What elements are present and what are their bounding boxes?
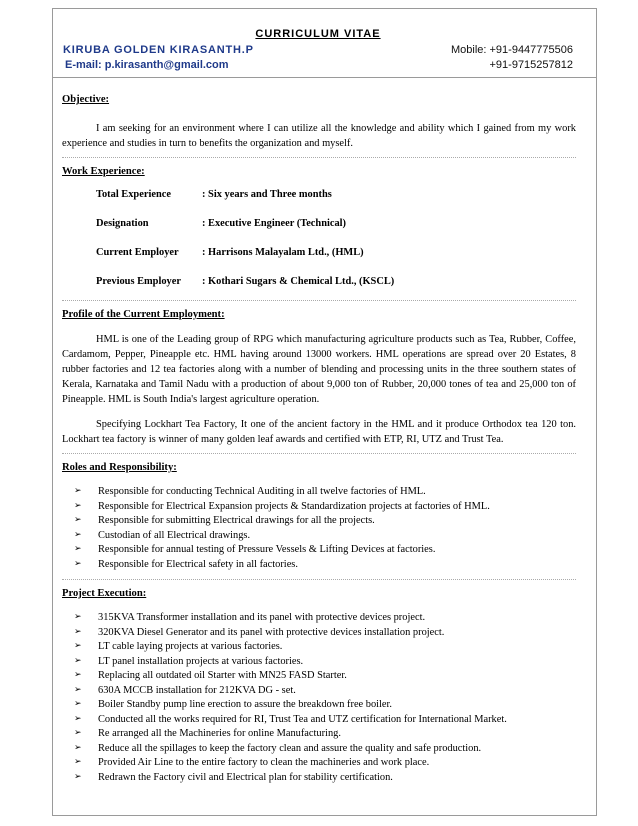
- list-item: ➢ LT panel installation projects at various factories.: [74, 655, 304, 667]
- list-item: ➢ Responsible for annual testing of Pressure Vessels & Lifting Devices at factories.: [74, 544, 436, 555]
- list-item: ➢ 315KVA Transformer installation and its panel with protective devices project.: [74, 612, 426, 623]
- list-item: ➢ Responsible for conducting Technical Auditing in all twelve factories of HML.: [74, 486, 426, 497]
- list-item: ➢ 320KVA Diesel Generator and its panel with protective devices installation project.: [74, 626, 445, 638]
- resume-header: [63, 28, 573, 71]
- list-item: ➢ Custodian of all Electrical drawings.: [74, 529, 251, 541]
- experience-row: [96, 187, 576, 216]
- list-item: ➢ Responsible for submitting Electrical drawings for all the projects.: [74, 515, 375, 526]
- list-item: ➢ Reduce all the spillages to keep the factory clean and assure the quality and safe production.: [74, 742, 482, 754]
- list-item: ➢ Provided Air Line to the entire factory to clean the machineries and work place.: [74, 757, 430, 768]
- experience-value: : Kothari Sugars & Chemical Ltd., (KSCL): [202, 276, 395, 287]
- candidate-name: KIRUBA GOLDEN KIRASANTH.P: [63, 44, 254, 56]
- experience-row: [96, 216, 576, 245]
- experience-value: : Executive Engineer (Technical): [202, 218, 347, 229]
- arrow-bullet-icon: ➢: [74, 757, 82, 767]
- arrow-bullet-icon: ➢: [74, 626, 82, 637]
- section-divider: [62, 300, 576, 301]
- section-divider: [62, 157, 576, 158]
- arrow-bullet-icon: ➢: [74, 771, 82, 782]
- work-experience-heading: Work Experience:: [62, 166, 145, 177]
- arrow-bullet-icon: ➢: [74, 699, 82, 709]
- mobile-number: Mobile: +91-9447775506: [450, 44, 573, 56]
- list-item: ➢ LT cable laying projects at various factories.: [74, 641, 283, 652]
- list-item: ➢ Re arranged all the Machineries for online Manufacturing.: [74, 728, 341, 739]
- arrow-bullet-icon: ➢: [74, 515, 82, 525]
- objective-heading: Objective:: [62, 94, 110, 105]
- experience-value: : Harrisons Malayalam Ltd., (HML): [202, 247, 364, 258]
- arrow-bullet-icon: ➢: [74, 612, 82, 622]
- resume-body: [62, 86, 576, 784]
- list-item: ➢ Responsible for Electrical Expansion projects & Standardization projects at factories of HML.: [74, 500, 490, 512]
- name-row: [63, 44, 573, 56]
- list-item: ➢ Redrawn the Factory civil and Electrical plan for stability certification.: [74, 771, 393, 783]
- roles-heading: Roles and Responsibility:: [62, 462, 177, 473]
- arrow-bullet-icon: ➢: [74, 713, 82, 724]
- experience-label: Designation: [96, 218, 149, 229]
- experience-row: [96, 245, 576, 274]
- list-item: ➢ Conducted all the works required for RI, Trust Tea and UTZ certification for International Market.: [74, 713, 507, 725]
- experience-table: [96, 187, 576, 294]
- arrow-bullet-icon: ➢: [74, 684, 82, 695]
- arrow-bullet-icon: ➢: [74, 500, 82, 511]
- arrow-bullet-icon: ➢: [74, 544, 82, 554]
- list-item: ➢ Boiler Standby pump line erection to assure the breakdown free boiler.: [74, 699, 393, 710]
- profile-paragraph-1: HML is one of the Leading group of RPG which manufacturing agriculture products such as Tea, Rubber, Coffee, Cardamom, Pepper, Pineapple etc. HML having around 13000 workers. HML operations are spread over 20 Estates, 8 rubber factories and 12 tea factories along with a number of blending and processing units in the three southern states of Kerala, Karnataka and Tamil Nadu with a production of about 9,000 ton of Rubber, 20,000 tones of tea and 25,000 ton of Pineapple. HML is South India's largest agriculture operation.: [62, 334, 576, 405]
- arrow-bullet-icon: ➢: [74, 641, 82, 651]
- arrow-bullet-icon: ➢: [74, 728, 82, 738]
- experience-label: Current Employer: [96, 247, 179, 258]
- header-divider: [52, 77, 597, 78]
- arrow-bullet-icon: ➢: [74, 655, 82, 666]
- projects-heading: Project Execution:: [62, 588, 147, 599]
- cv-title: CURRICULUM VITAE: [255, 28, 381, 40]
- projects-list: [62, 610, 576, 784]
- list-item: ➢ Responsible for Electrical safety in all factories.: [74, 558, 298, 570]
- list-item: ➢ 630A MCCB installation for 212KVA DG - set.: [74, 684, 296, 696]
- objective-text: I am seeking for an environment where I can utilize all the knowledge and ability which I gained from my work experience and studies in turn to benefits the organization and myself.: [62, 123, 576, 149]
- list-item: ➢ Replacing all outdated oil Starter with MN25 FASD Starter.: [74, 670, 347, 681]
- experience-row: [96, 274, 576, 294]
- experience-label: Total Experience: [96, 189, 171, 200]
- profile-heading: Profile of the Current Employment:: [62, 309, 225, 320]
- roles-list: [62, 484, 576, 571]
- arrow-bullet-icon: ➢: [74, 670, 82, 680]
- email-row: [63, 59, 573, 71]
- arrow-bullet-icon: ➢: [74, 529, 82, 540]
- arrow-bullet-icon: ➢: [74, 486, 82, 496]
- email-address[interactable]: E-mail: p.kirasanth@gmail.com: [65, 59, 229, 71]
- experience-label: Previous Employer: [96, 276, 181, 287]
- section-divider: [62, 579, 576, 580]
- experience-value: : Six years and Three months: [202, 189, 332, 200]
- mobile-number-2: +91-9715257812: [489, 59, 573, 71]
- arrow-bullet-icon: ➢: [74, 742, 82, 753]
- profile-paragraph-2: Specifying Lockhart Tea Factory, It one of the ancient factory in the HML and it produce Orthodox tea 120 ton. Lockhart tea factory is winner of many golden leaf awards and certified with ETP, RI, UTZ and Trust Tea.: [62, 419, 576, 445]
- section-divider: [62, 453, 576, 454]
- arrow-bullet-icon: ➢: [74, 558, 82, 569]
